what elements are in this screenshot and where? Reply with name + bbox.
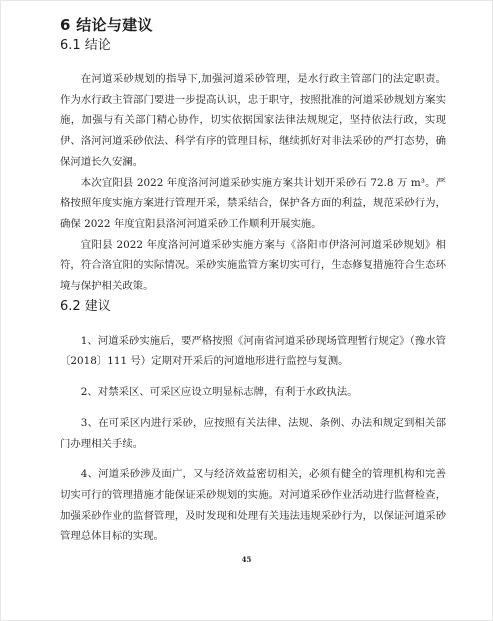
section-heading-suggestions: 6.2 建议 (60, 298, 111, 314)
section-heading-conclusion: 6.1 结论 (60, 38, 111, 53)
suggestion-item-4: 4、河道采砂涉及面广，又与经济效益密切相关，必须有健全的管理机构和完善切实可行的管理措施才能保证采砂规划的实施。对河道采砂作业活动进行监督检查，加强采砂作业的监督管理，及时发现和处理有关违法违规采砂行为，以保证河道采砂管理总体目标的实现。 (60, 468, 446, 543)
suggestion-item-2: 2、对禁采区、可采区应设立明显标志牌，有利于水政执法。 (80, 386, 358, 399)
conclusion-paragraph-2: 本次宜阳县 2022 年度洛河河道采砂实施方案共计划开采砂石 72.8 万 m³。严格按照年度实施方案进行管理开采，禁采结合，保护各方面的利益，规范采砂行为，确保 2022 年度宜阳县洛河河道采砂工作顺利开展实施。 (60, 176, 446, 230)
conclusion-body (60, 69, 446, 297)
chapter-title: 6 结论与建议 (60, 16, 153, 34)
suggestion-item-1: 1、河道采砂实施后，要严格按照《河南省河道采砂现场管理暂行规定》（豫水管〔2018〕111 号）定期对开采后的河道地形进行监控与复测。 (60, 334, 446, 368)
page-number: 45 (241, 555, 252, 564)
conclusion-paragraph-1: 在河道采砂规划的指导下,加强河道采砂管理，是水行政主管部门的法定职责。作为水行政主管部门要进一步提高认识，忠于职守，按照批准的河道采砂规划方案实施，加强与有关部门精心协作，切实依据国家法律法规规定，坚持依法行政，实现伊、洛河河道采砂依法、科学有序的管理目标，继续抓好对非法采砂的严打态势，确保河道长久安澜。 (60, 73, 446, 168)
suggestions-body (60, 331, 446, 547)
conclusion-paragraph-3: 宜阳县 2022 年度洛河河道采砂实施方案与《洛阳市伊洛河河道采砂规划》相符，符合洛宜阳的实际情况。采砂实施监管方案切实可行，生态修复措施符合生态环境与保护相关政策。 (60, 238, 446, 293)
page-content (60, 14, 446, 547)
suggestion-item-3: 3、在可采区内进行采砂，应按照有关法律、法规、条例、办法和规定到相关部门办理相关手续。 (60, 416, 446, 450)
